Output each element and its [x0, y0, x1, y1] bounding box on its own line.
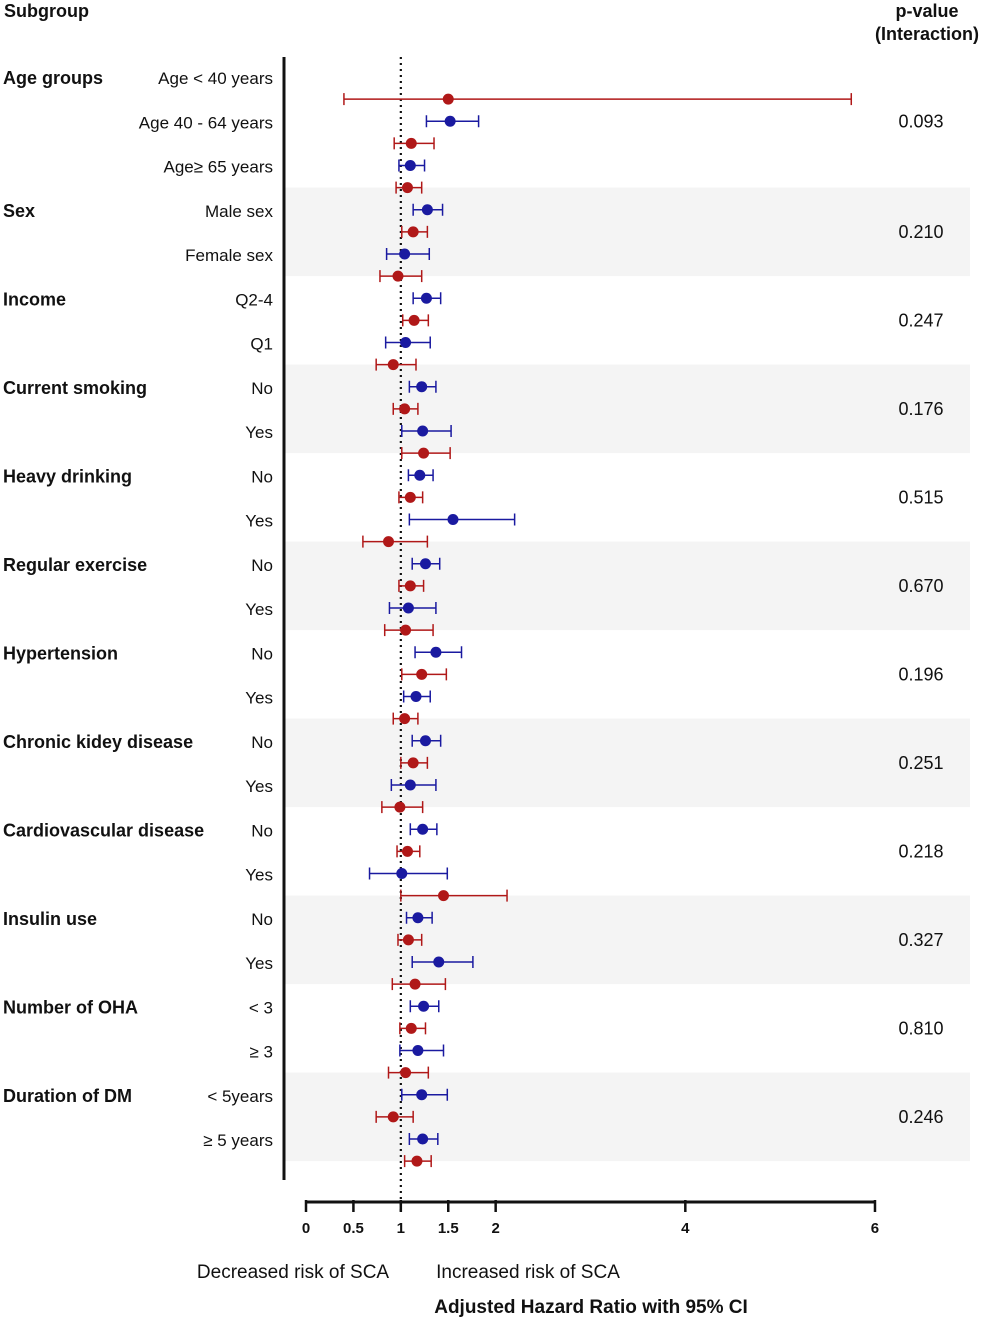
shaded-band [284, 188, 970, 277]
estimate-red [403, 314, 429, 326]
estimate-red-point [400, 625, 411, 636]
estimate-blue-point [417, 824, 428, 835]
pvalue-header-line1: p-value [895, 1, 959, 21]
estimate-blue-point [433, 957, 444, 968]
shaded-band [284, 896, 970, 985]
estimate-blue [400, 1045, 444, 1057]
estimate-blue [408, 469, 433, 481]
group-label: Heavy drinking [3, 466, 133, 487]
estimate-red-point [402, 846, 413, 857]
pvalue-label: 0.247 [898, 310, 944, 331]
level-label: ≥ 5 years [203, 1131, 273, 1150]
shaded-band [284, 365, 970, 454]
estimate-blue-point [445, 116, 456, 127]
level-label: Yes [245, 688, 273, 708]
level-label: Yes [245, 511, 273, 531]
estimate-blue-point [416, 1089, 427, 1100]
estimate-blue-point [414, 470, 425, 481]
estimate-red-point [400, 1067, 411, 1078]
estimate-red-point [409, 315, 420, 326]
level-label: Yes [245, 777, 273, 796]
estimate-blue-point [421, 293, 432, 304]
estimate-blue-point [422, 204, 433, 215]
estimate-blue-point [420, 735, 431, 746]
x-tick-label: 6 [870, 1220, 880, 1237]
estimate-blue-point [400, 337, 411, 348]
group-label: Cardiovascular disease [3, 820, 205, 841]
pvalue-header-line2: (Interaction) [874, 24, 980, 44]
pvalue-label: 0.093 [898, 111, 944, 132]
level-label: Yes [245, 423, 273, 442]
estimate-blue [410, 1000, 438, 1012]
level-label: Female sex [185, 246, 273, 265]
estimate-blue [415, 646, 461, 658]
estimate-blue-point [417, 1134, 428, 1145]
estimate-blue [410, 823, 437, 835]
estimate-red-point [418, 448, 429, 459]
estimate-red [399, 491, 423, 503]
group-label: Insulin use [3, 908, 98, 929]
estimate-red-point [408, 226, 419, 237]
decreased-risk-label: Decreased risk of SCA [196, 1262, 390, 1283]
increased-risk-label: Increased risk of SCA [436, 1262, 620, 1283]
group-label: Duration of DM [3, 1085, 132, 1106]
group-label: Income [3, 289, 67, 310]
estimate-red-point [388, 359, 399, 370]
level-label: No [251, 555, 273, 575]
pvalue-label: 0.515 [898, 487, 944, 508]
pvalue-label: 0.210 [898, 221, 944, 242]
pvalue-label: 0.327 [898, 929, 944, 950]
group-label: Age groups [3, 68, 104, 88]
estimate-red-point [443, 94, 454, 105]
estimate-red-point [388, 1111, 399, 1122]
estimate-red [400, 1022, 426, 1034]
level-label: Yes [245, 954, 273, 973]
estimate-blue [413, 292, 441, 304]
estimate-red [344, 93, 851, 105]
group-label: Hypertension [3, 643, 119, 664]
estimate-blue-point [396, 868, 407, 879]
x-tick-label: 1.5 [437, 1220, 459, 1237]
x-axis-title: Adjusted Hazard Ratio with 95% CI [434, 1297, 748, 1318]
estimate-blue [370, 868, 448, 880]
level-label: Age≥ 65 years [163, 157, 273, 177]
shaded-band [284, 542, 970, 631]
level-label: Q2-4 [235, 290, 273, 310]
estimate-blue-point [405, 160, 416, 171]
pvalue-label: 0.670 [898, 575, 944, 596]
estimate-red-point [408, 757, 419, 768]
estimate-red-point [406, 138, 417, 149]
pvalue-label: 0.196 [898, 664, 944, 685]
x-tick-label: 4 [681, 1220, 690, 1237]
shaded-bands [284, 188, 970, 1162]
estimate-red-point [403, 934, 414, 945]
estimate-blue-point [411, 691, 422, 702]
group-label: Chronic kidey disease [3, 731, 194, 752]
x-tick-label: 0.5 [342, 1220, 364, 1237]
estimate-blue-point [403, 603, 414, 614]
estimate-blue-point [417, 426, 428, 437]
estimate-blue-point [416, 381, 427, 392]
x-tick-label: 1 [396, 1220, 406, 1237]
estimate-blue-point [418, 1001, 429, 1012]
pvalue-label: 0.218 [898, 841, 944, 862]
estimate-blue-point [412, 912, 423, 923]
estimate-blue [386, 337, 431, 349]
x-tick-label: 0 [301, 1220, 311, 1237]
estimate-red [402, 668, 447, 680]
estimate-red-point [399, 713, 410, 724]
estimate-red-point [394, 802, 405, 813]
level-label: ≥ 3 [249, 1042, 273, 1062]
estimate-red-point [399, 403, 410, 414]
group-label: Regular exercise [3, 554, 148, 575]
group-label: Number of OHA [3, 997, 138, 1018]
level-label: No [251, 732, 273, 752]
estimate-red-point [405, 492, 416, 503]
shaded-band [284, 719, 970, 808]
x-tick-label: 2 [491, 1220, 500, 1237]
estimate-red-point [392, 271, 403, 282]
level-label: No [251, 378, 273, 398]
estimate-red-point [411, 1156, 422, 1167]
estimate-red-point [405, 580, 416, 591]
estimate-red-point [383, 536, 394, 547]
level-label: Age 40 - 64 years [138, 113, 273, 133]
level-label: Male sex [204, 201, 273, 221]
estimate-blue [404, 691, 431, 703]
estimate-blue [399, 160, 425, 172]
level-label: Yes [245, 865, 273, 885]
estimate-blue [409, 514, 514, 526]
estimate-red-point [402, 182, 413, 193]
group-label: Sex [3, 200, 36, 221]
level-label: No [251, 467, 273, 487]
estimate-blue-point [430, 647, 441, 658]
pvalue-label: 0.246 [898, 1106, 944, 1127]
level-label: No [251, 909, 273, 929]
level-label: Yes [245, 600, 273, 619]
pvalue-label: 0.176 [898, 398, 944, 419]
subgroup-header: Subgroup [4, 1, 89, 21]
level-label: < 5years [207, 1086, 273, 1106]
estimate-red-point [416, 669, 427, 680]
level-label: Age < 40 years [158, 69, 273, 88]
group-label: Current smoking [3, 377, 148, 398]
estimate-red-point [410, 979, 421, 990]
level-label: Q1 [250, 334, 273, 354]
pvalue-label: 0.251 [898, 752, 944, 773]
estimate-red-point [406, 1023, 417, 1034]
pvalue-label: 0.810 [898, 1018, 944, 1039]
estimate-blue [426, 115, 478, 127]
level-label: < 3 [248, 998, 273, 1018]
estimate-blue-point [399, 249, 410, 260]
estimate-red-point [438, 890, 449, 901]
estimate-blue-point [405, 780, 416, 791]
level-label: No [251, 644, 273, 664]
estimate-blue-point [447, 514, 458, 525]
level-label: No [251, 821, 273, 841]
estimate-blue-point [420, 558, 431, 569]
estimate-blue-point [412, 1045, 423, 1056]
